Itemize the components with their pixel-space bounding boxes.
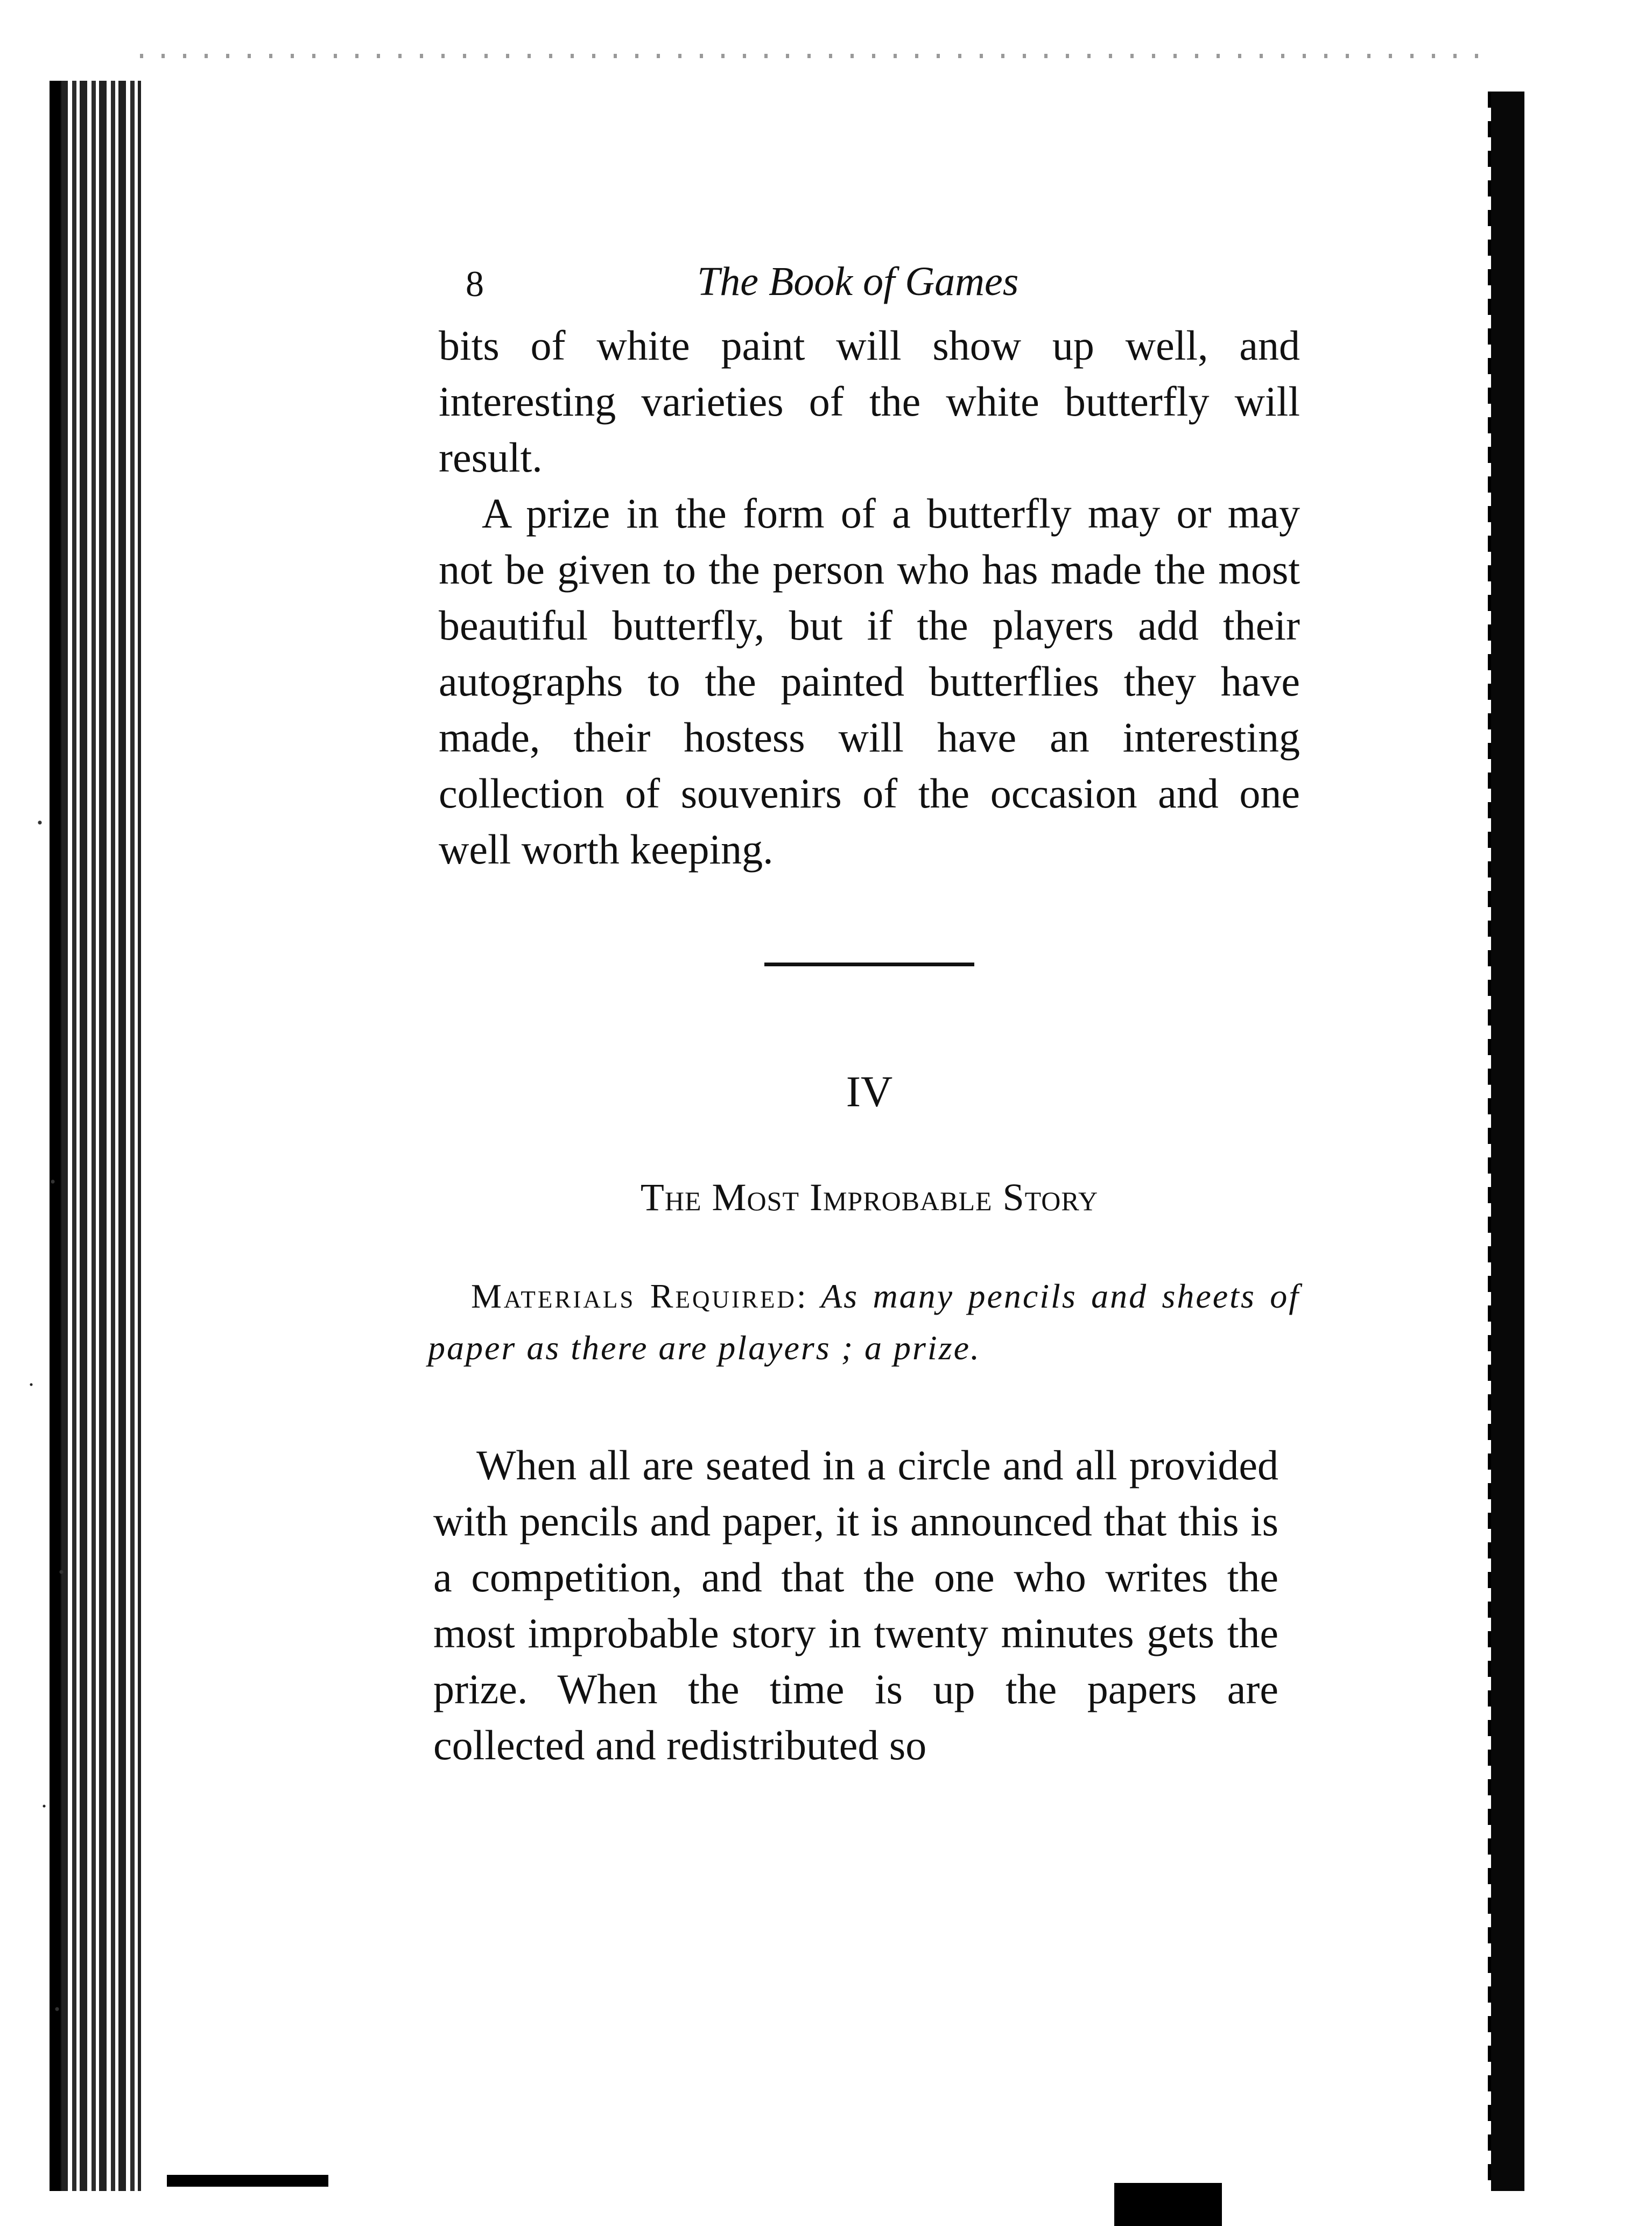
game-instructions: When all are seated in a circle and all provided with pencils and paper, it is announced that this is a competition, and that the one who writes the most improbable story in twenty minutes gets the prize. When the time is up the papers are collected and redistributed so — [433, 1442, 1278, 1768]
paragraph: A prize in the form of a butterfly may or may not be given to the person who has made the most beautiful butterfly, but if the players add their autographs to the painted butterflies they have made, their hostess will have an interesting collection of souvenirs of the occasion and one well worth keeping. — [439, 490, 1300, 873]
bottom-scan-mark — [1114, 2183, 1222, 2226]
book-title: The Book of Games — [697, 259, 1019, 304]
materials-required — [428, 1270, 1300, 1374]
running-head — [439, 253, 1300, 318]
top-scan-noise — [140, 54, 1486, 58]
chapter-title: The Most Improbable Story — [640, 1176, 1099, 1219]
bottom-scan-mark — [167, 2175, 328, 2187]
page-number: 8 — [466, 263, 484, 304]
materials-label: Materials Required: — [471, 1277, 809, 1315]
continued-text — [439, 318, 1300, 877]
book-page — [428, 253, 1300, 1773]
section-divider — [764, 963, 974, 966]
paragraph: bits of white paint will show up well, and interesting varieties of the white butterfly will result. — [439, 322, 1300, 481]
materials-list: As many pencils and sheets of paper as there are players ; a prize. — [428, 1277, 1300, 1367]
chapter-number: IV — [846, 1067, 893, 1116]
scan-specks — [5, 635, 92, 2196]
right-page-edge-shadow — [1491, 92, 1524, 2191]
